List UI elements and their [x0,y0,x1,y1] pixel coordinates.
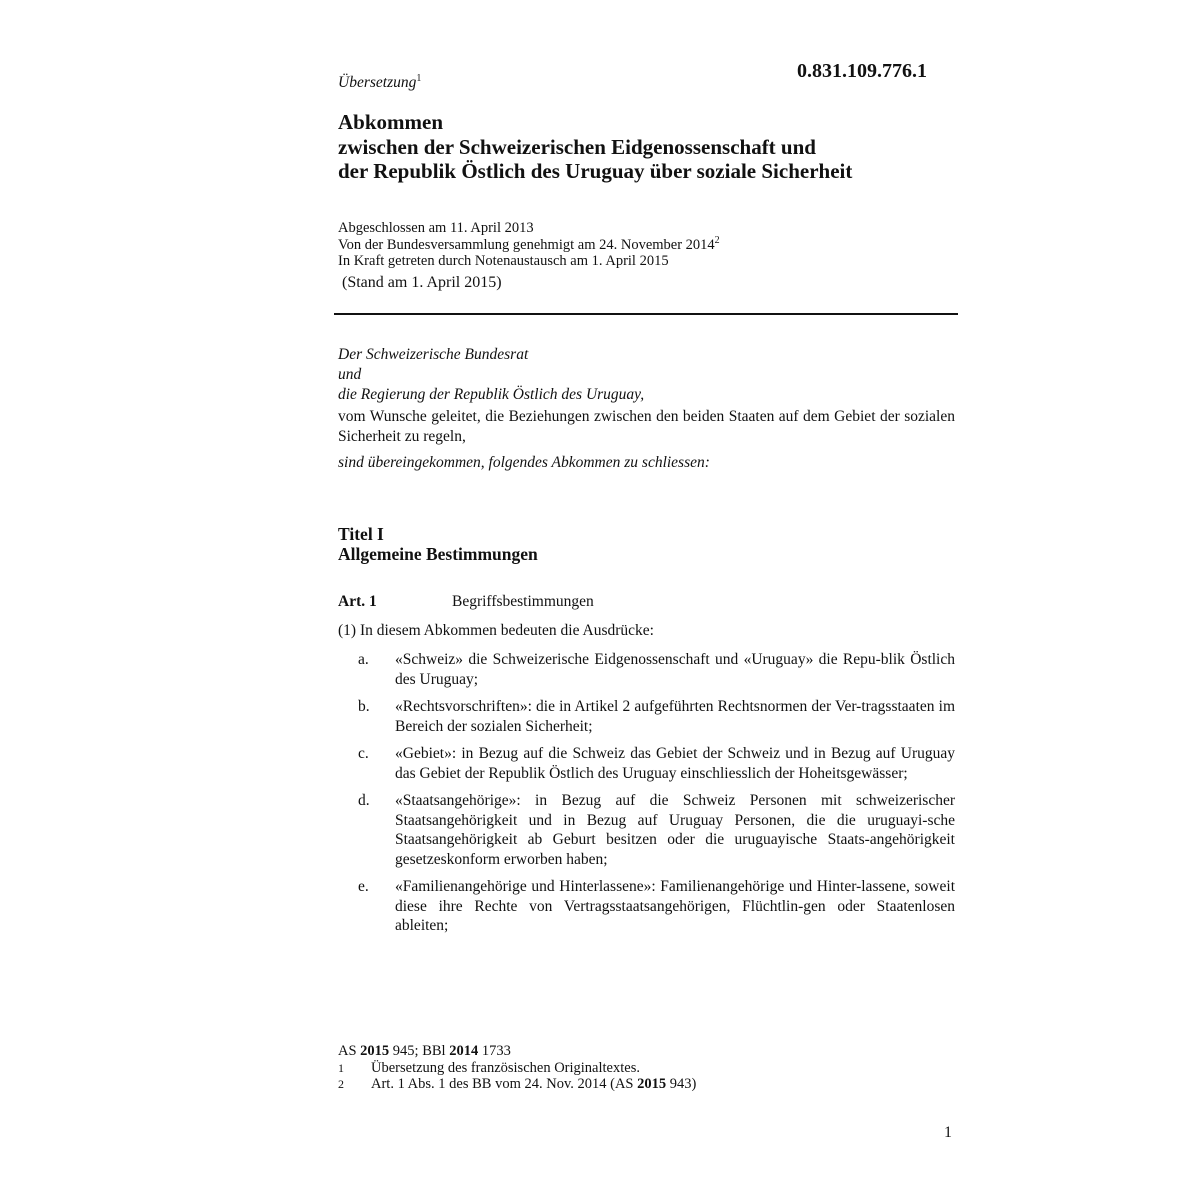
header-divider [334,313,958,315]
title-line-2: zwischen der Schweizerischen Eidgenossenschaft und [338,134,816,159]
article-title: Begriffsbestimmungen [452,593,594,610]
document-meta [338,220,720,270]
meta-concluded: Abgeschlossen am 11. April 2013 [338,220,534,236]
page-number: 1 [944,1124,952,1141]
title-line-3: der Republik Östlich des Uruguay über soziale Sicherheit [338,159,853,183]
translation-label: Übersetzung$^1$ [338,72,422,91]
preamble-intent: vom Wunsche geleitet, die Beziehungen zwischen den beiden Staaten auf dem Gebiet der sozialen Sicherheit zu regeln, [338,408,955,445]
article-intro: (1) In diesem Abkommen bedeuten die Ausdrücke: [338,622,654,639]
list-item [338,744,955,783]
footnote-2 [338,1076,696,1093]
sr-number: 0.831.109.776.1 [797,60,927,82]
list-item [338,877,955,936]
list-item [338,791,955,869]
footnote-text: Art. 1 Abs. 1 des BB vom 24. Nov. 2014 (AS 2015 943) [371,1076,697,1092]
list-item [338,697,955,736]
item-letter: e. [358,878,369,895]
document-title [338,110,852,184]
status-date: (Stand am 1. April 2015) [342,274,502,291]
item-text: «Staatsangehörige»: in Bezug auf die Schweiz Personen mit schweizerischer Staatsangehörigkeit und in Bezug auf Uruguay Personen, die die uruguayi-sche Staatsangehörigkeit ab Geburt besitzen oder die uruguayische Staats-angehörigkeit gesetzeskonform erworben haben; [395,792,955,868]
list-item [338,650,955,689]
definition-list [338,650,955,944]
preamble-agreed: sind übereingekommen, folgendes Abkommen zu schliessen: [338,454,710,471]
preamble-party-1: Der Schweizerische Bundesrat [338,346,529,363]
item-letter: c. [358,745,369,762]
item-letter: b. [358,698,370,715]
footnote-number: 2 [338,1077,344,1091]
article-heading [338,593,594,611]
item-letter: d. [358,792,370,809]
footnote-ref-2[interactable]: 2 [714,234,720,246]
footnotes [338,1043,696,1093]
article-number: Art. 1 [338,593,377,610]
source-reference: AS 2015 945; BBl 2014 1733 [338,1043,511,1059]
preamble-party-2: die Regierung der Republik Östlich des Uruguay, [338,386,645,403]
item-text: «Schweiz» die Schweizerische Eidgenossenschaft und «Uruguay» die Repu-blik Östlich des Uruguay; [395,651,955,688]
section-title-name: Allgemeine Bestimmungen [338,544,538,564]
title-line-1: Abkommen [338,110,444,134]
item-letter: a. [358,651,369,668]
section-title-number: Titel I [338,524,384,544]
preamble [338,345,955,473]
meta-in-force: In Kraft getreten durch Notenaustausch am 1. April 2015 [338,253,669,269]
footnote-number: 1 [338,1060,344,1075]
item-text: «Rechtsvorschriften»: die in Artikel 2 aufgeführten Rechtsnormen der Ver-tragsstaaten im Bereich der sozialen Sicherheit; [395,698,955,735]
meta-approved: Von der Bundesversammlung genehmigt am 24. November 2014$^2$ [338,234,720,253]
item-text: «Familienangehörige und Hinterlassene»: Familienangehörige und Hinter-lassene, soweit diese ihre Rechte von Vertragsstaatsangehörigen, Flüchtlin-gen oder Staatenlosen ableiten; [395,878,955,934]
footnote-text: Übersetzung des französischen Originaltextes. [371,1059,640,1076]
footnote-ref-1[interactable]: 1 [416,72,422,84]
preamble-and: und [338,366,362,383]
footnote-1 [338,1060,696,1077]
item-text: «Gebiet»: in Bezug auf die Schweiz das Gebiet der Schweiz und in Bezug auf Uruguay das Gebiet der Republik Östlich des Uruguay einschliesslich der Hoheitsgewässer; [395,745,955,782]
section-heading [338,524,538,564]
